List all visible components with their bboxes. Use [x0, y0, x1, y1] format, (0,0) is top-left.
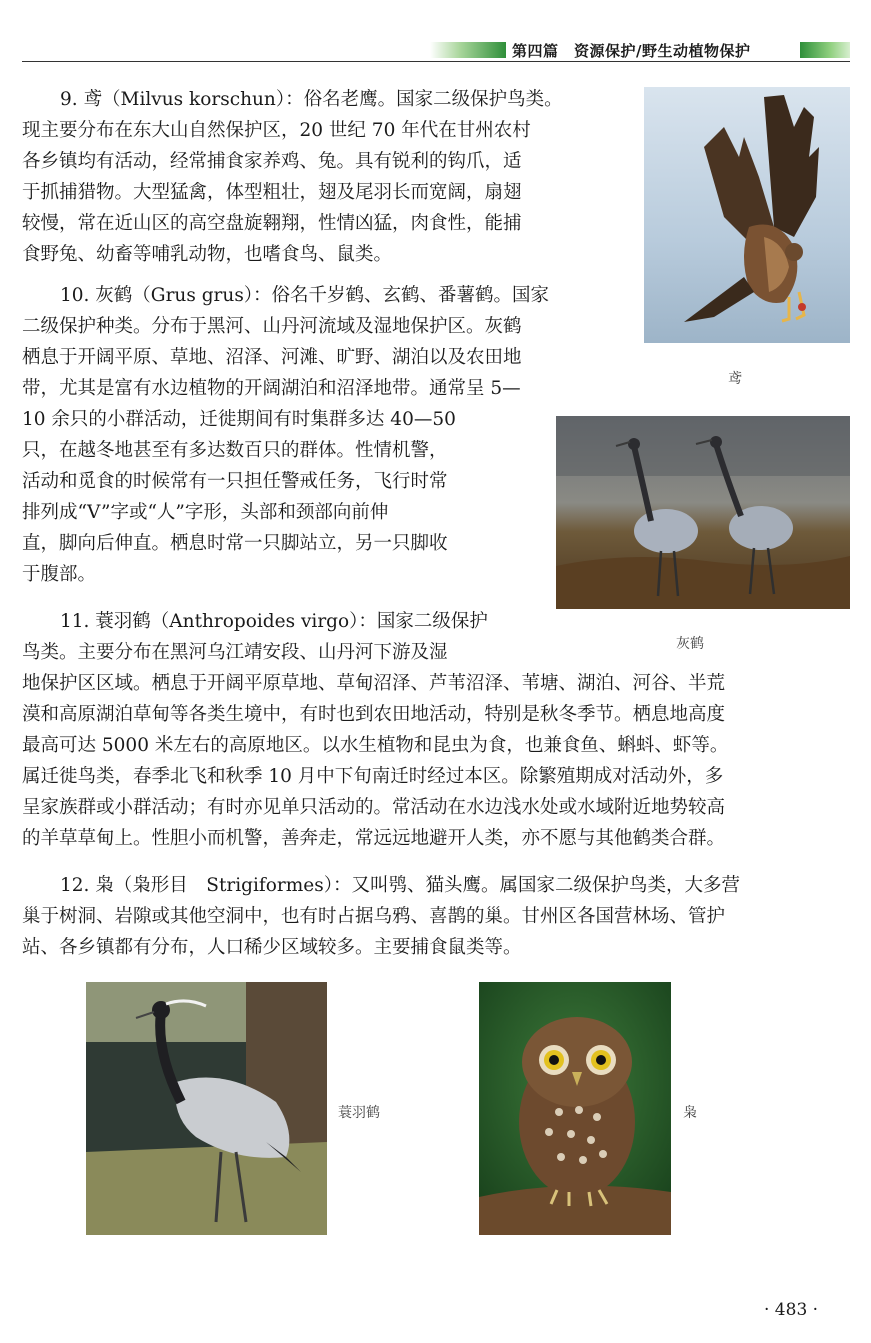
owl-caption: 枭 — [683, 1105, 697, 1121]
text-line: 地保护区区域。栖息于开阔平原草地、草甸沼泽、芦苇沼泽、苇塘、湖泊、河谷、半荒 — [22, 673, 726, 694]
kite-caption: 鸢 — [728, 371, 742, 387]
text-line: 9. 鸢（Milvus korschun）：俗名老鹰。国家二级保护鸟类。 — [60, 89, 563, 110]
text-line: 漠和高原湖泊草甸等各类生境中，有时也到农田地活动，特别是秋冬季节。栖息地高度 — [22, 704, 726, 725]
text-line: 食野兔、幼畜等哺乳动物，也嗜食鸟、鼠类。 — [22, 244, 393, 265]
text-line: 现主要分布在东大山自然保护区，20 世纪 70 年代在甘州农村 — [22, 120, 531, 141]
grey-crane-caption: 灰鹤 — [676, 636, 704, 652]
text-line: 较慢，常在近山区的高空盘旋翱翔，性情凶猛，肉食性，能捕 — [22, 213, 522, 234]
owl-photo — [479, 982, 671, 1235]
text-line: 带，尤其是富有水边植物的开阔湖泊和沼泽地带。通常呈 5— — [22, 378, 521, 399]
running-header — [22, 40, 850, 62]
text-line: 属迁徙鸟类，春季北飞和秋季 10 月中下旬南迁时经过本区。除繁殖期成对活动外，多 — [22, 766, 724, 787]
page-number: · 483 · — [764, 1300, 819, 1320]
text-line: 站、各乡镇都有分布，人口稀少区域较多。主要捕食鼠类等。 — [22, 937, 522, 958]
text-line: 只，在越冬地甚至有多达数百只的群体。性情机警， — [22, 440, 448, 461]
paragraph-owl — [22, 870, 850, 963]
text-line: 于抓捕猎物。大型猛禽，体型粗壮，翅及尾羽长而宽阔，扇翅 — [22, 182, 522, 203]
text-line: 排列成“V”字或“人”字形，头部和颈部向前伸 — [22, 502, 389, 523]
text-line: 的羊草草甸上。性胆小而机警，善奔走，常远远地避开人类，亦不愿与其他鹤类合群。 — [22, 828, 726, 849]
text-line: 11. 蓑羽鹤（Anthropoides virgo）：国家二级保护 — [60, 611, 488, 632]
header-rule — [22, 61, 850, 62]
text-line: 栖息于开阔平原、草地、沼泽、河滩、旷野、湖泊以及农田地 — [22, 347, 522, 368]
paragraph-grey-crane — [22, 280, 622, 590]
header-decor-right — [800, 42, 850, 58]
text-line: 10. 灰鹤（Grus grus）：俗名千岁鹤、玄鹤、番薯鹤。国家 — [60, 285, 550, 306]
text-line: 活动和觅食的时候常有一只担任警戒任务，飞行时常 — [22, 471, 448, 492]
text-line: 鸟类。主要分布在黑河乌江靖安段、山丹河下游及湿 — [22, 642, 448, 663]
header-title: 第四篇 资源保护/野生动植物保护 — [512, 42, 751, 60]
text-line: 呈家族群或小群活动；有时亦见单只活动的。常活动在水边浅水处或水域附近地势较高 — [22, 797, 726, 818]
paragraph-demoiselle-crane — [22, 606, 850, 854]
header-decor-left — [430, 42, 506, 58]
demoiselle-crane-caption: 蓑羽鹤 — [338, 1105, 380, 1121]
text-line: 于腹部。 — [22, 564, 97, 585]
text-line: 二级保护种类。分布于黑河、山丹河流域及湿地保护区。灰鹤 — [22, 316, 522, 337]
text-line: 巢于树洞、岩隙或其他空洞中，也有时占据乌鸦、喜鹊的巢。甘州区各国营林场、管护 — [22, 906, 726, 927]
text-line: 最高可达 5000 米左右的高原地区。以水生植物和昆虫为食，也兼食鱼、蝌蚪、虾等。 — [22, 735, 729, 756]
demoiselle-crane-photo — [86, 982, 327, 1235]
text-line: 各乡镇均有活动，经常捕食家养鸡、兔。具有锐利的钩爪，适 — [22, 151, 522, 172]
owl-illustration — [479, 982, 671, 1235]
demoiselle-crane-illustration — [86, 982, 327, 1235]
grey-crane-photo — [556, 416, 850, 609]
text-line: 10 余只的小群活动，迁徙期间有时集群多达 40—50 — [22, 409, 456, 430]
kite-photo — [644, 87, 850, 343]
paragraph-kite — [22, 84, 622, 270]
kite-illustration — [644, 87, 850, 343]
text-line: 12. 枭（枭形目 Strigiformes）：又叫鸮、猫头鹰。属国家二级保护鸟类，大多营 — [60, 875, 740, 896]
grey-crane-illustration — [556, 416, 850, 609]
text-line: 直，脚向后伸直。栖息时常一只脚站立，另一只脚收 — [22, 533, 448, 554]
